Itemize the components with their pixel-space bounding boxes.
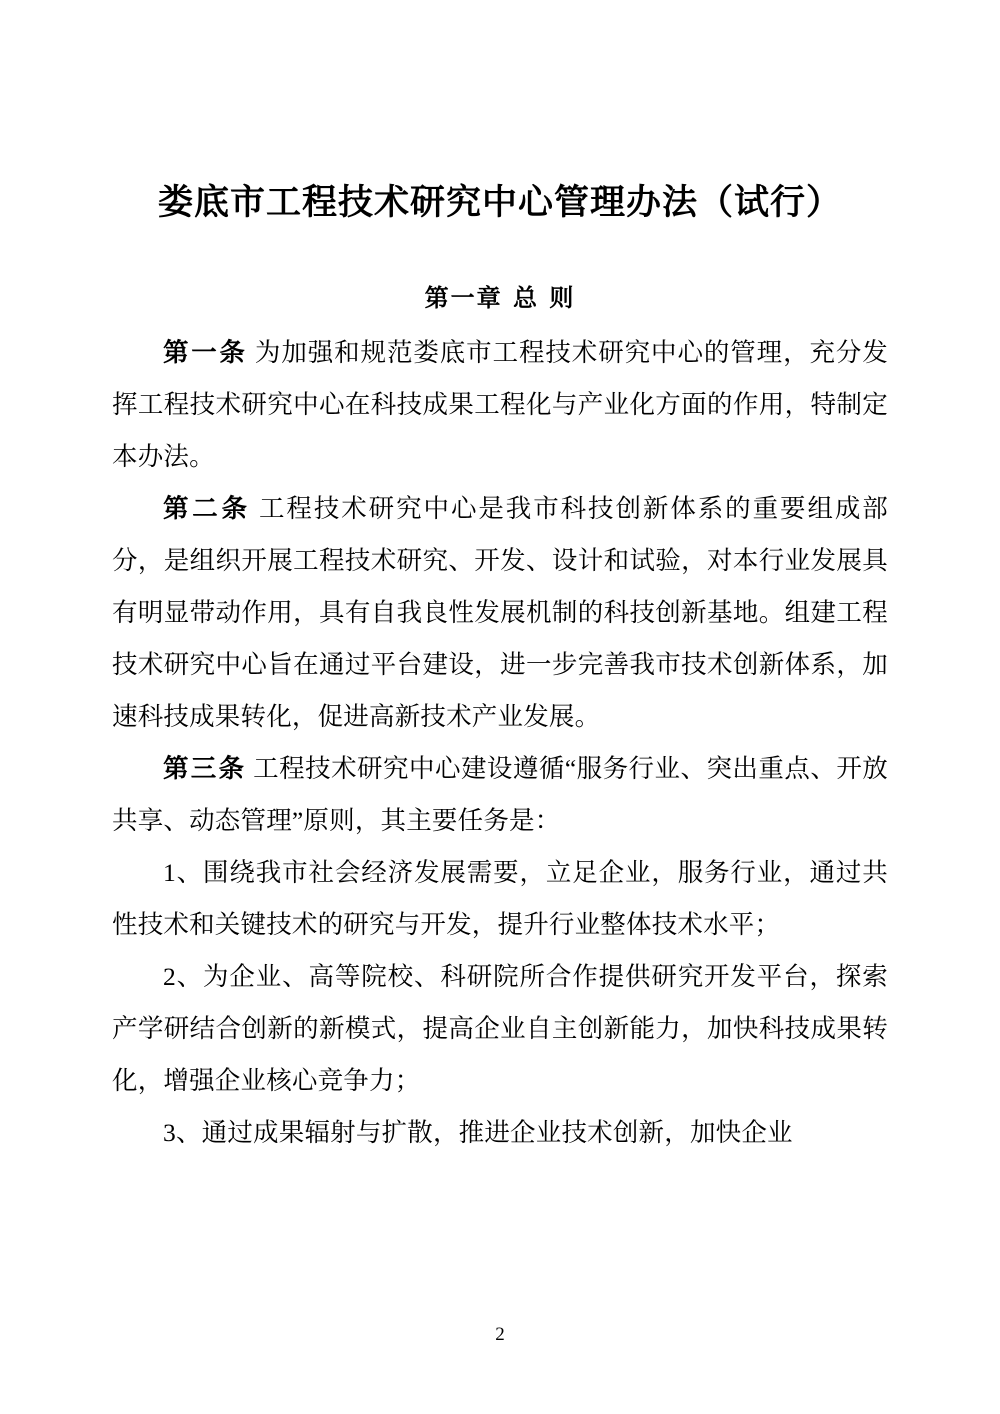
paragraph-text: 2、为企业、高等院校、科研院所合作提供研究开发平台，探索产学研结合创新的新模式，提高企业自主创新能力，加快科技成果转化，增强企业核心竞争力；	[112, 961, 888, 1095]
paragraph-item-2	[112, 951, 888, 1107]
article-label: 第二条	[163, 493, 251, 524]
page-title: 娄底市工程技术研究中心管理办法（试行）	[157, 182, 842, 223]
paragraph-text: 工程技术研究中心是我市科技创新体系的重要组成部分，是组织开展工程技术研究、开发、设计和试验，对本行业发展具有明显带动作用，具有自我良性发展机制的科技创新基地。组建工程技术研究中心旨在通过平台建设，进一步完善我市技术创新体系，加速科技成果转化，促进高新技术产业发展。	[112, 493, 888, 731]
chapter-heading: 第一章 总 则	[424, 282, 576, 312]
paragraph-text: 3、通过成果辐射与扩散，推进企业技术创新，加快企业	[163, 1117, 793, 1147]
article-label: 第三条	[163, 753, 247, 784]
paragraph-article-2	[112, 483, 888, 743]
paragraph-text: 工程技术研究中心建设遵循“服务行业、突出重点、开放共享、动态管理”原则，其主要任务是：	[112, 753, 888, 835]
paragraph-article-1	[112, 327, 888, 483]
paragraph-article-3	[112, 743, 888, 847]
paragraph-text: 为加强和规范娄底市工程技术研究中心的管理，充分发挥工程技术研究中心在科技成果工程化与产业化方面的作用，特制定本办法。	[112, 337, 888, 471]
page-number: 2	[495, 1324, 505, 1345]
paragraph-item-3	[112, 1107, 888, 1159]
article-label: 第一条	[163, 337, 248, 368]
paragraph-text: 1、围绕我市社会经济发展需要，立足企业，服务行业，通过共性技术和关键技术的研究与开发，提升行业整体技术水平；	[112, 857, 888, 939]
paragraph-item-1	[112, 847, 888, 951]
